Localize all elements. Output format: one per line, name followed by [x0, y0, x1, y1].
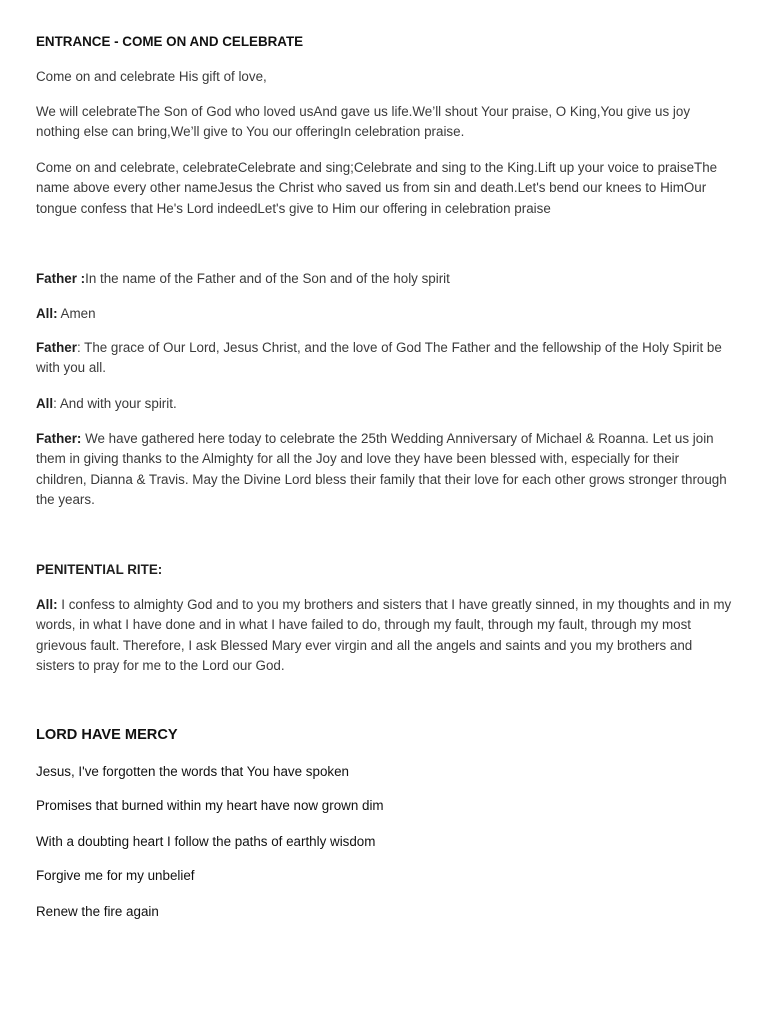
penitential-paragraph [36, 595, 732, 677]
greeting-text: : The grace of Our Lord, Jesus Christ, and the love of God The Father and the fellowship of the Holy Spirit be with you all. [36, 340, 722, 376]
greeting-line-1 [36, 269, 732, 289]
speaker-label: Father: [36, 431, 82, 446]
penitential-title: PENITENTIAL RITE: [36, 562, 163, 577]
greeting-line-5 [36, 429, 732, 511]
mercy-line: Forgive me for my unbelief [36, 868, 195, 883]
mercy-line: Renew the fire again [36, 904, 159, 919]
greeting-text: Amen [57, 306, 96, 321]
greeting-text: We have gathered here today to celebrate the 25th Wedding Anniversary of Michael & Roanna. Let us join them in giving thanks to the Almighty for all the Joy and love they have been blessed with, especially for their children, Dianna & Travis. May the Divine Lord bless their family that their love for each other grows stronger through the years. [36, 431, 727, 508]
greeting-line-2 [36, 304, 732, 324]
speaker-label: All: [36, 306, 58, 321]
mercy-title: LORD HAVE MERCY [36, 727, 178, 743]
entrance-title: ENTRANCE - COME ON AND CELEBRATE [36, 34, 304, 49]
speaker-label: All [36, 396, 54, 411]
speaker-label: All: [36, 597, 58, 612]
entrance-line: Come on and celebrate His gift of love, [36, 69, 267, 84]
greeting-line-3 [36, 338, 732, 379]
greeting-text: In the name of the Father and of the Son and of the holy spirit [85, 271, 450, 286]
greeting-text: : And with your spirit. [53, 396, 177, 411]
penitential-text: I confess to almighty God and to you my brothers and sisters that I have greatly sinned, in my thoughts and in my words, in what I have done and in what I have failed to do, through my fault, through my fault, through my most grievous fault. Therefore, I ask Blessed Mary ever virgin and all the angels and saints and you my brothers and sisters to pray for me to the Lord our God. [36, 597, 732, 674]
greeting-line-4 [36, 394, 732, 414]
speaker-label: Father : [36, 271, 86, 286]
mercy-line: With a doubting heart I follow the paths of earthly wisdom [36, 834, 376, 849]
entrance-paragraph-2: Come on and celebrate, celebrateCelebrate and sing;Celebrate and sing to the King.Lift up your voice to praiseThe name above every other nameJesus the Christ who saved us from sin and death.Let's bend our knees to HimOur tongue confess that He's Lord indeedLet's give to Him our offering in celebration praise [36, 160, 718, 216]
entrance-paragraph-1: We will celebrateThe Son of God who loved usAnd gave us life.We’ll shout Your praise, O King,You give us joy nothing else can bring,We’ll give to You our offeringIn celebration praise. [36, 104, 691, 140]
mercy-line: Jesus, I've forgotten the words that You have spoken [36, 764, 349, 779]
speaker-label: Father [36, 340, 77, 355]
mercy-line: Promises that burned within my heart have now grown dim [36, 798, 384, 813]
